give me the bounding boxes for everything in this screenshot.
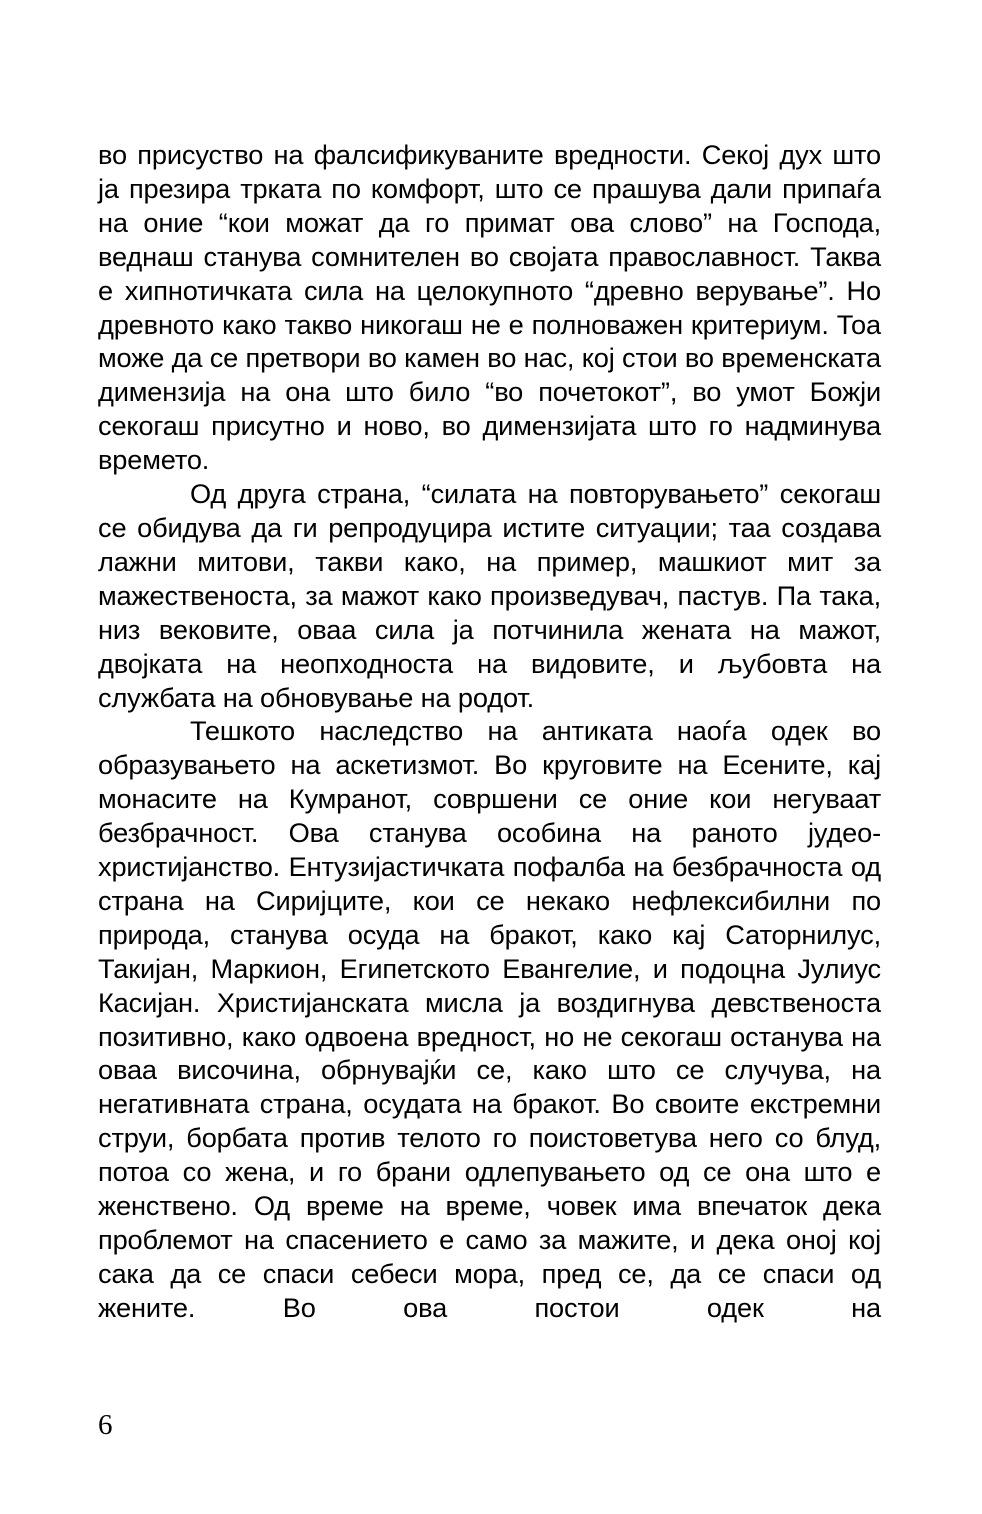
- paragraph-1: во присуство на фалсификуваните вредности. Секој дух што ја презира трката по комфорт, што се прашува дали припаѓа на оние “кои можат да го примат ова слово” на Господа, веднаш станува сомнителен во својата православност. Таква е хипнотичката сила на целокупното “древно верување”. Но древното како такво никогаш не е полноважен критериум. Тоа може да се претвори во камен во нас, кој стои во временската димензија на она што било “во почетокот”, во умот Божји секогаш присутно и ново, во димензијата што го надминува времето.: [98, 139, 881, 476]
- paragraph-3: Тешкото наследство на антиката наоѓа одек во образувањето на аскетизмот. Во круговите на Есените, кај монасите на Кумранот, совршени се оние кои негуваат безбрачност. Ова станува особина на раното јудео-христијанство. Ентузијастичката пофалба на безбрачноста од страна на Сиријците, кои се некако нефлексибилни по природа, станува осуда на бракот, како кај Саторнилус, Такијан, Маркион, Египетското Евангелие, и подоцна Јулиус Касијан. Христијанската мисла ја воздигнува девственоста позитивно, како одвоена вредност, но не секогаш останува на оваа височина, обрнувајќи се, како што се случува, на негативната страна, осудата на бракот. Во своите екстремни струи, борбата против телото го поистоветува него со блуд, потоа со жена, и го брани одлепувањето од се она што е женствено. Од време на време, човек има впечаток дека проблемот на спасението е само за мажите, и дека оној кој сака да се спаси себеси мора, пред се, да се спаси од жените. Во ова постои одек на: [98, 715, 881, 1323]
- page-number: 6: [98, 1409, 113, 1441]
- body-text-column: [98, 138, 881, 1359]
- paragraph-2: Од друга страна, “силата на повторувањето” секогаш се обидува да ги репродуцира истите ситуации; таа создава лажни митови, такви како, на пример, машкиот мит за мажественоста, за мажот како произведувач, пастув. Па така, низ вековите, оваа сила ја потчинила жената на мажот, двојката на неопходноста на видовите, и љубовта на службата на обновување на родот.: [98, 478, 881, 713]
